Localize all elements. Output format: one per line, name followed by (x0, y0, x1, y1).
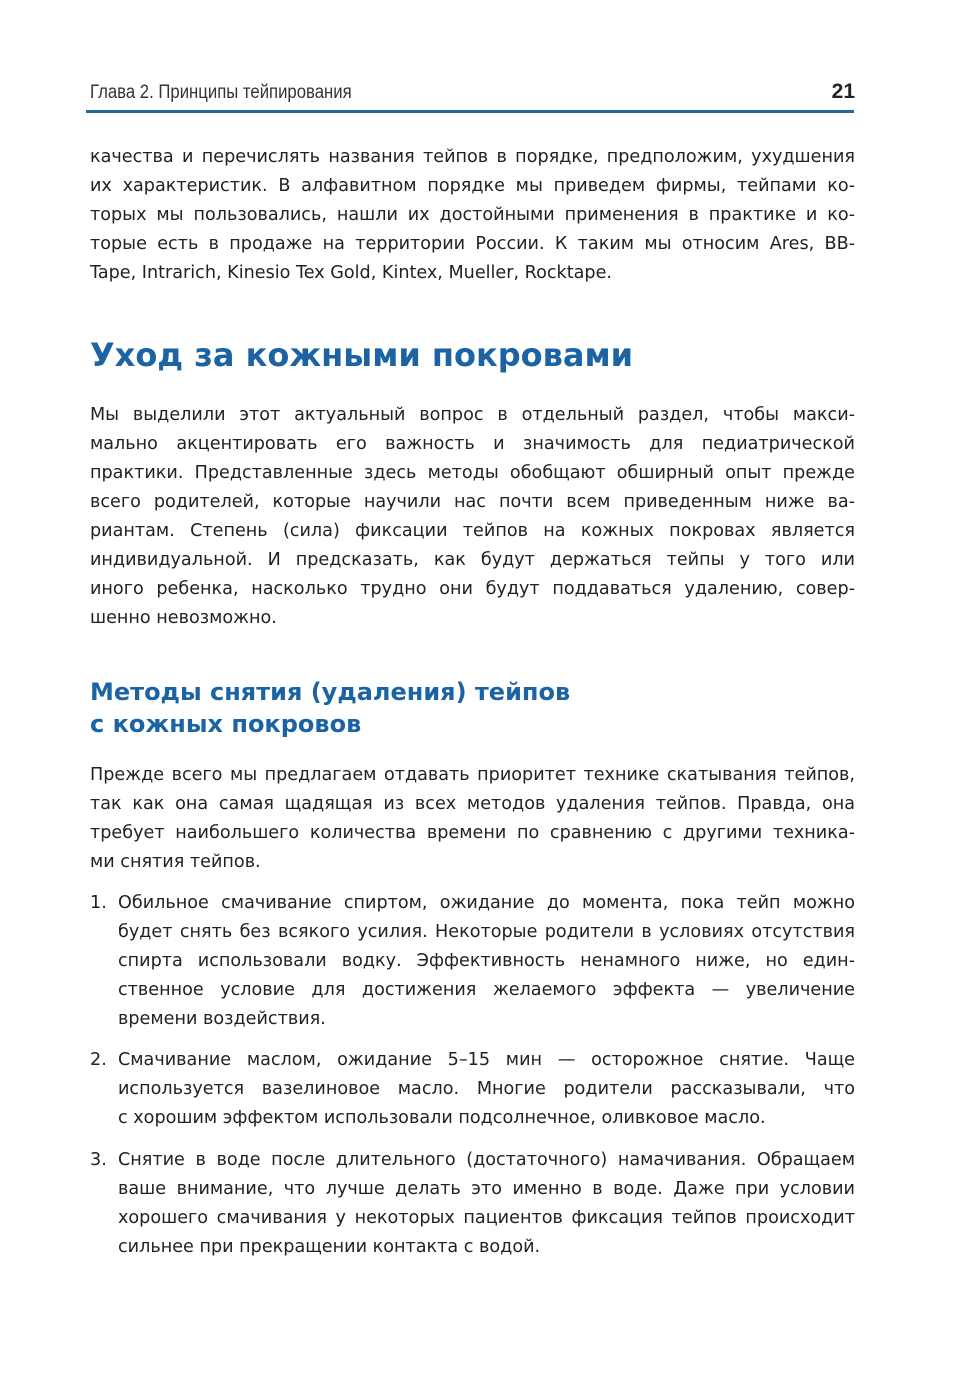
text-line: индивидуальной. И предсказать, как будут держаться тейпы у того или (90, 550, 855, 570)
text-line: торые есть в продаже на территории России. К таким мы относим Ares, BB- (90, 234, 855, 254)
text-line: ственное условие для достижения желаемого эффекта — увеличение (118, 980, 855, 1000)
text-line: Прежде всего мы предлагаем отдавать приоритет технике скатывания тейпов, (90, 765, 855, 785)
text-line: мально акцентировать его важность и значимость для педиатрической (90, 434, 855, 454)
text-line: иного ребенка, насколько трудно они будут поддаваться удалению, совер- (90, 579, 855, 599)
subsection-heading (90, 676, 570, 740)
text-line: их характеристик. В алфавитном порядке мы приведем фирмы, тейпами ко- (90, 176, 855, 196)
text-line: с хорошим эффектом использовали подсолнечное, оливковое масло. (118, 1108, 766, 1128)
text-line: Мы выделили этот актуальный вопрос в отдельный раздел, чтобы макси- (90, 405, 855, 425)
list-number: 1. (90, 893, 107, 913)
text-line: Снятие в воде после длительного (достаточного) намачивания. Обращаем (118, 1150, 855, 1170)
chapter-title: Глава 2. Принципы тейпирования (90, 82, 352, 103)
intro-paragraph (90, 143, 855, 288)
subsection-heading-line: с кожных покровов (90, 710, 362, 738)
list-number: 3. (90, 1150, 107, 1170)
text-line: ваше внимание, что лучше делать это именно в воде. Даже при условии (118, 1179, 855, 1199)
subsection-paragraph (90, 761, 855, 877)
page-number: 21 (831, 80, 855, 103)
text-line: требует наибольшего количества времени по сравнению с другими техника- (90, 823, 855, 843)
text-line: шенно невозможно. (90, 608, 277, 628)
list-number: 2. (90, 1050, 107, 1070)
text-line: ми снятия тейпов. (90, 852, 261, 872)
text-line: сильнее при прекращении контакта с водой. (118, 1237, 541, 1257)
list-item-text (118, 889, 855, 1034)
text-line: Обильное смачивание спиртом, ожидание до момента, пока тейп можно (118, 893, 855, 913)
text-line: всего родителей, которые научили нас почти всем приведенным ниже ва- (90, 492, 855, 512)
text-line: практики. Представленные здесь методы обобщают обширный опыт прежде (90, 463, 855, 483)
text-line: риантам. Степень (сила) фиксации тейпов на кожных покровах является (90, 521, 855, 541)
running-header (90, 80, 855, 106)
subsection-heading-line: Методы снятия (удаления) тейпов (90, 678, 571, 706)
text-line: Tape, Intrarich, Kinesio Tex Gold, Kintex, Mueller, Rocktape. (90, 263, 612, 283)
list-item-text (118, 1146, 855, 1262)
text-line: так как она самая щадящая из всех методов удаления тейпов. Правда, она (90, 794, 855, 814)
section-paragraph (90, 401, 855, 633)
text-line: используется вазелиновое масло. Многие родители рассказывали, что (118, 1079, 855, 1099)
section-heading: Уход за кожными покровами (90, 336, 634, 374)
text-line: качества и перечислять названия тейпов в порядке, предположим, ухудшения (90, 147, 855, 167)
text-line: будет снять без всякого усилия. Некоторые родители в условиях отсутствия (118, 922, 855, 942)
list-item-text (118, 1046, 855, 1133)
text-line: торых мы пользовались, нашли их достойными применения в практике и ко- (90, 205, 855, 225)
header-rule (86, 110, 854, 113)
text-line: спирта использовали водку. Эффективность ненамного ниже, но един- (118, 951, 855, 971)
text-line: времени воздействия. (118, 1009, 326, 1029)
text-line: Смачивание маслом, ожидание 5–15 мин — осторожное снятие. Чаще (118, 1050, 855, 1070)
text-line: хорошего смачивания у некоторых пациентов фиксация тейпов происходит (118, 1208, 855, 1228)
